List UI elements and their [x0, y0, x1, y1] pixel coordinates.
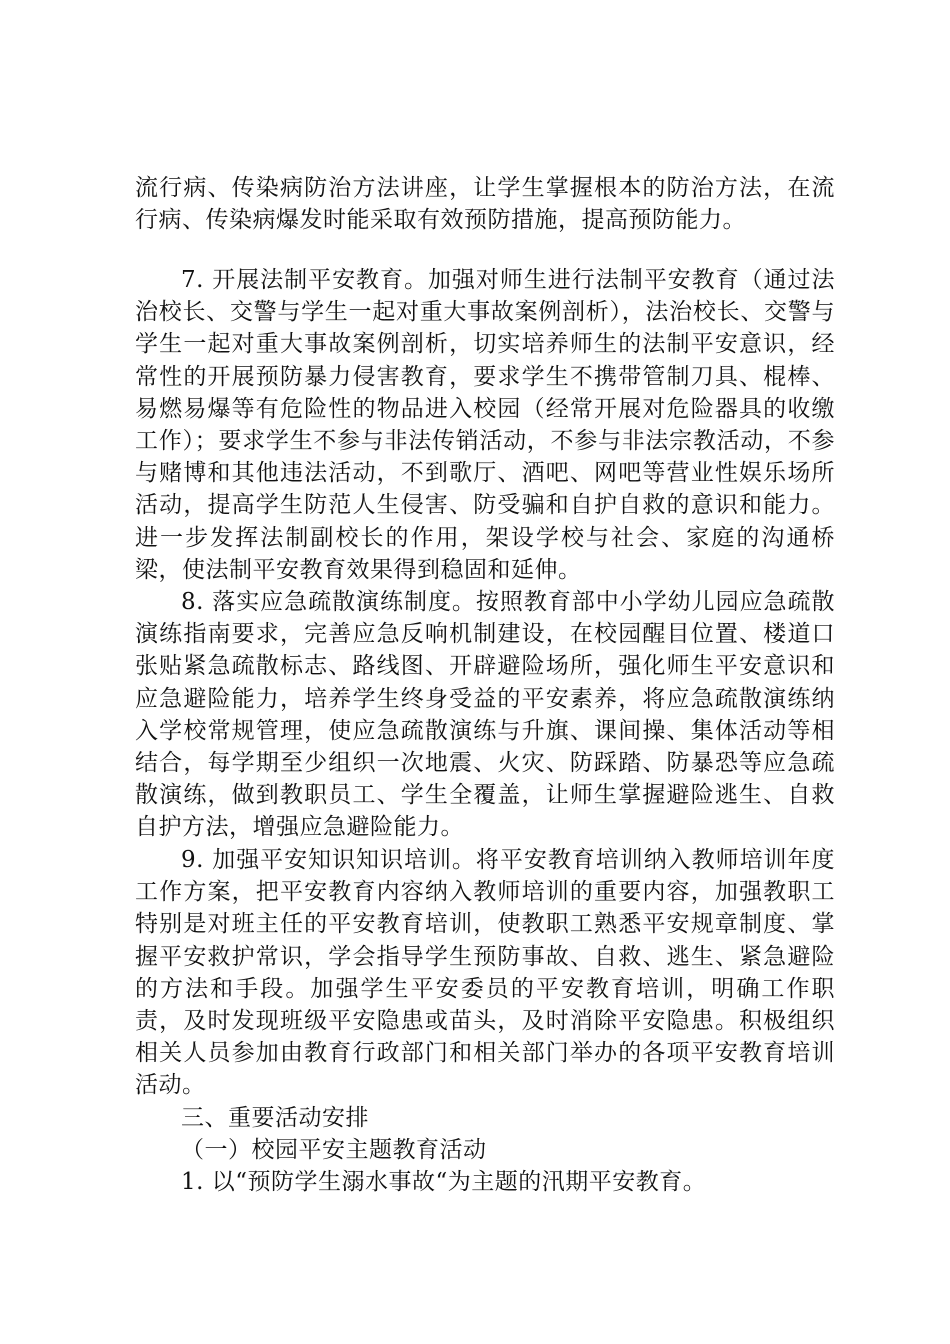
- list-item-heading: 1. 以“预防学生溺水事故“为主题的汛期平安教育。: [181, 1169, 707, 1195]
- paragraph-text: 流行病、传染病防治方法讲座，让学生掌握根本的防治方法，在流行病、传染病爆发时能采取有效预防措施，提高预防能力。: [135, 175, 835, 234]
- paragraph-7: [135, 264, 835, 586]
- section-heading: 三、重要活动安排: [181, 1105, 369, 1131]
- paragraph-8: [135, 586, 835, 844]
- paragraph-text: 9. 加强平安知识知识培训。将平安教育培训纳入教师培训年度工作方案，把平安教育内容纳入教师培训的重要内容，加强教职工特别是对班主任的平安教育培训，使教职工熟悉平安规章制度、掌握平安救护常识，学会指导学生预防事故、自救、逃生、紧急避险的方法和手段。加强学生平安委员的平安教育培训，明确工作职责，及时发现班级平安隐患或苗头，及时消除平安隐患。积极组织相关人员参加由教育行政部门和相关部门举办的各项平安教育培训活动。: [135, 847, 835, 1099]
- paragraph-continuation: [135, 172, 835, 236]
- paragraph-text: 8. 落实应急疏散演练制度。按照教育部中小学幼儿园应急疏散演练指南要求，完善应急反响机制建设，在校园醒目位置、楼道口张贴紧急疏散标志、路线图、开辟避险场所，强化师生平安意识和应急避险能力，培养学生终身受益的平安素养，将应急疏散演练纳入学校常规管理，使应急疏散演练与升旗、课间操、集体活动等相结合，每学期至少组织一次地震、火灾、防踩踏、防暴恐等应急疏散演练，做到教职员工、学生全覆盖，让师生掌握避险逃生、自救自护方法，增强应急避险能力。: [135, 589, 835, 841]
- paragraph-text: 7. 开展法制平安教育。加强对师生进行法制平安教育（通过法治校长、交警与学生一起对重大事故案例剖析），法治校长、交警与学生一起对重大事故案例剖析，切实培养师生的法制平安意识，经常性的开展预防暴力侵害教育，要求学生不携带管制刀具、棍棒、易燃易爆等有危险性的物品进入校园（经常开展对危险器具的收缴工作）；要求学生不参与非法传销活动，不参与非法宗教活动，不参与赌博和其他违法活动，不到歌厅、酒吧、网吧等营业性娱乐场所活动，提高学生防范人生侵害、防受骗和自护自救的意识和能力。进一步发挥法制副校长的作用，架设学校与社会、家庭的沟通桥梁，使法制平安教育效果得到稳固和延伸。: [135, 267, 835, 583]
- subsection-heading: （一）校园平安主题教育活动: [181, 1137, 487, 1163]
- paragraph-9: [135, 844, 835, 1102]
